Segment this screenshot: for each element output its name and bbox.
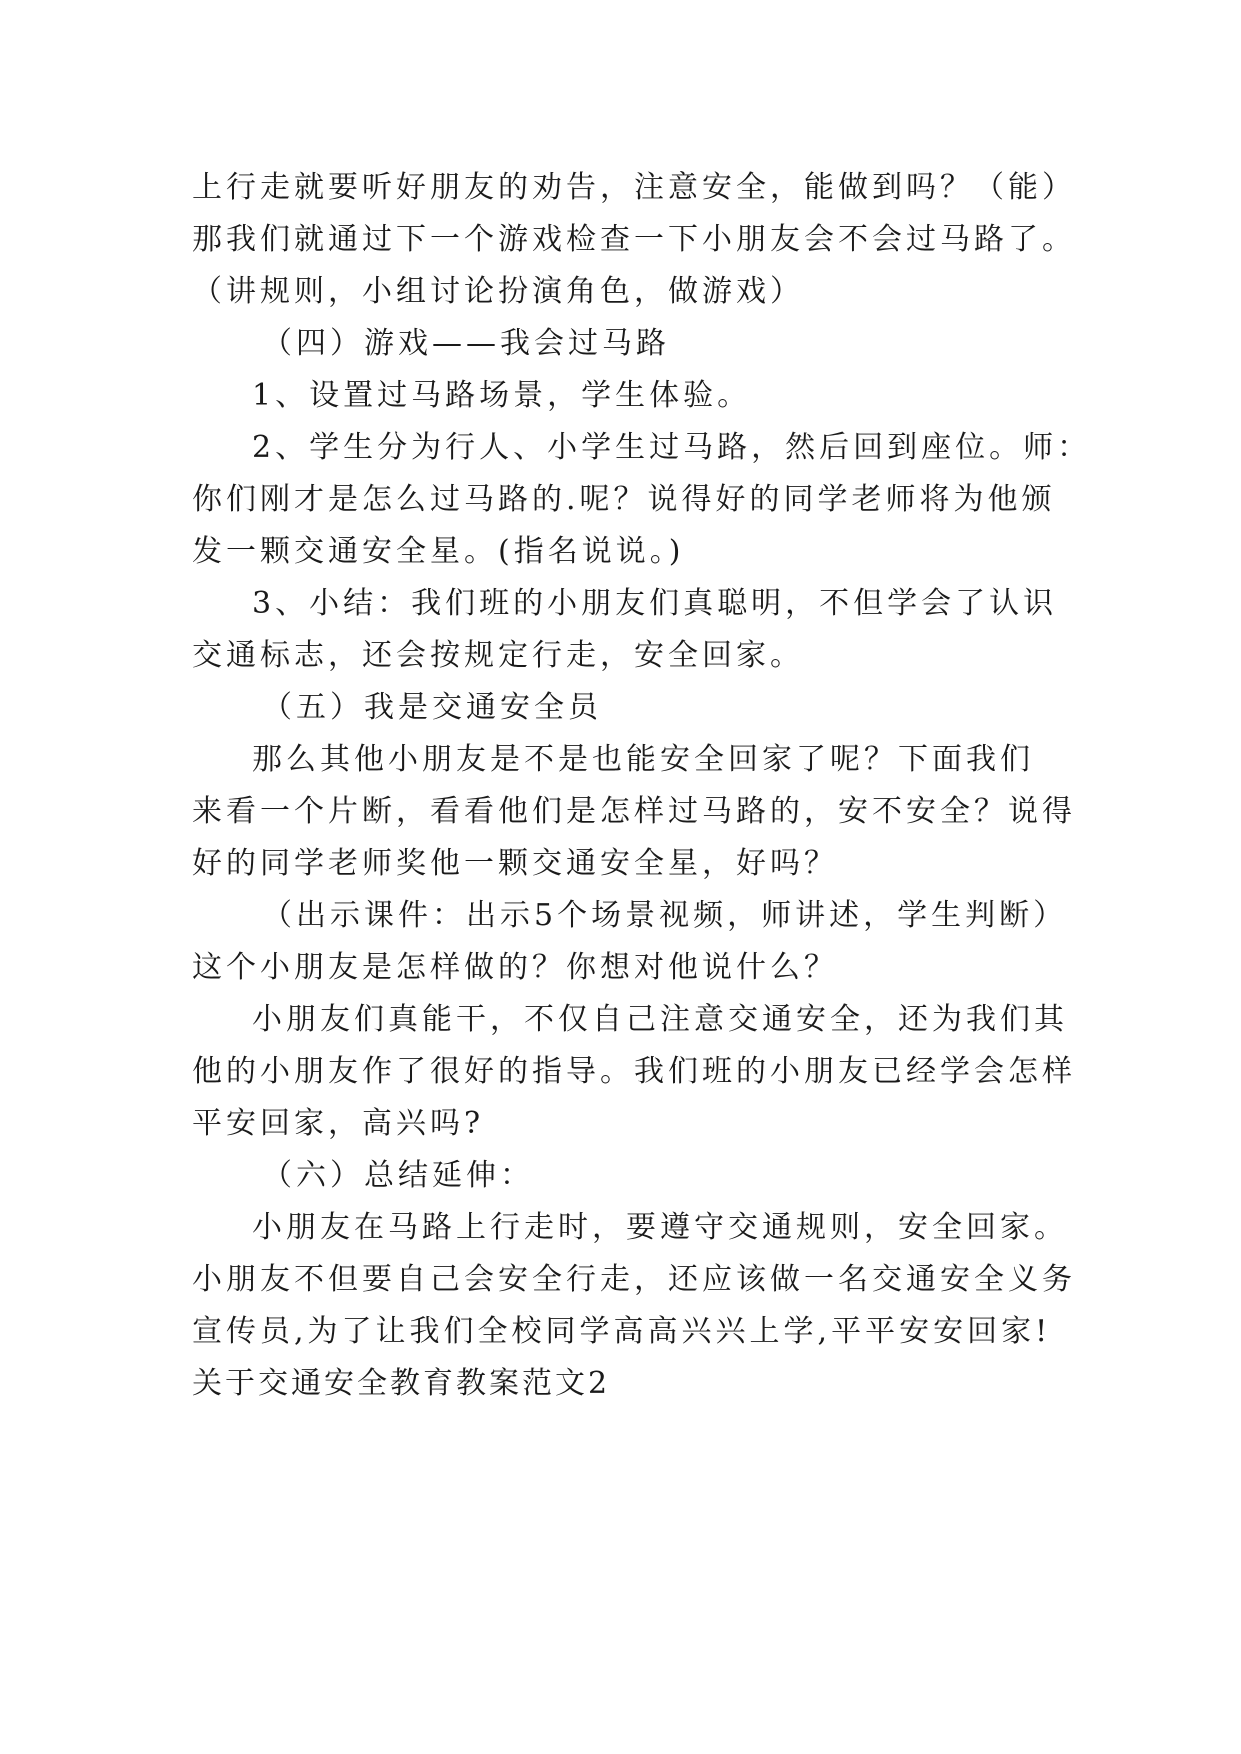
- list-item-2-continued-1: 你们刚才是怎么过马路的.呢？说得好的同学老师将为他颁: [192, 482, 1056, 517]
- section-heading-6: （六）总结延伸：: [262, 1158, 534, 1193]
- paragraph-line-12: 那么其他小朋友是不是也能安全回家了呢？下面我们: [252, 742, 1034, 777]
- section-heading-4: （四）游戏——我会过马路: [262, 326, 670, 361]
- paragraph-line-22: 小朋友不但要自己会安全行走，还应该做一名交通安全义务: [192, 1262, 1076, 1297]
- list-item-2: 2、学生分为行人、小学生过马路，然后回到座位。师：: [252, 430, 1092, 465]
- list-item-3-continued: 交通标志，还会按规定行走，安全回家。: [192, 638, 804, 673]
- paragraph-line-2: 那我们就通过下一个游戏检查一下小朋友会不会过马路了。: [192, 222, 1076, 257]
- list-item-3: 3、小结：我们班的小朋友们真聪明，不但学会了认识: [252, 586, 1058, 621]
- paragraph-line-13: 来看一个片断，看看他们是怎样过马路的，安不安全？说得: [192, 794, 1076, 829]
- paragraph-line-15: （出示课件：出示5个场景视频，师讲述，学生判断）: [262, 898, 1068, 933]
- paragraph-line-19: 平安回家，高兴吗?: [192, 1106, 485, 1141]
- paragraph-line-17: 小朋友们真能干，不仅自己注意交通安全，还为我们其: [252, 1002, 1068, 1037]
- paragraph-line-1: 上行走就要听好朋友的劝告，注意安全，能做到吗？（能）: [192, 170, 1076, 205]
- section-heading-5: （五）我是交通安全员: [262, 690, 602, 725]
- paragraph-line-14: 好的同学老师奖他一颗交通安全星，好吗？: [192, 846, 838, 881]
- list-item-1: 1、设置过马路场景，学生体验。: [252, 378, 752, 413]
- paragraph-line-23: 宣传员,为了让我们全校同学高高兴兴上学,平平安安回家!: [192, 1314, 1052, 1349]
- paragraph-line-21: 小朋友在马路上行走时，要遵守交通规则，安全回家。: [252, 1210, 1068, 1245]
- next-article-title: 关于交通安全教育教案范文2: [192, 1366, 611, 1401]
- paragraph-line-3: （讲规则，小组讨论扮演角色，做游戏）: [192, 274, 804, 309]
- paragraph-line-18: 他的小朋友作了很好的指导。我们班的小朋友已经学会怎样: [192, 1054, 1076, 1089]
- list-item-2-continued-2: 发一颗交通安全星。(指名说说。): [192, 534, 685, 569]
- paragraph-line-16: 这个小朋友是怎样做的？你想对他说什么？: [192, 950, 838, 985]
